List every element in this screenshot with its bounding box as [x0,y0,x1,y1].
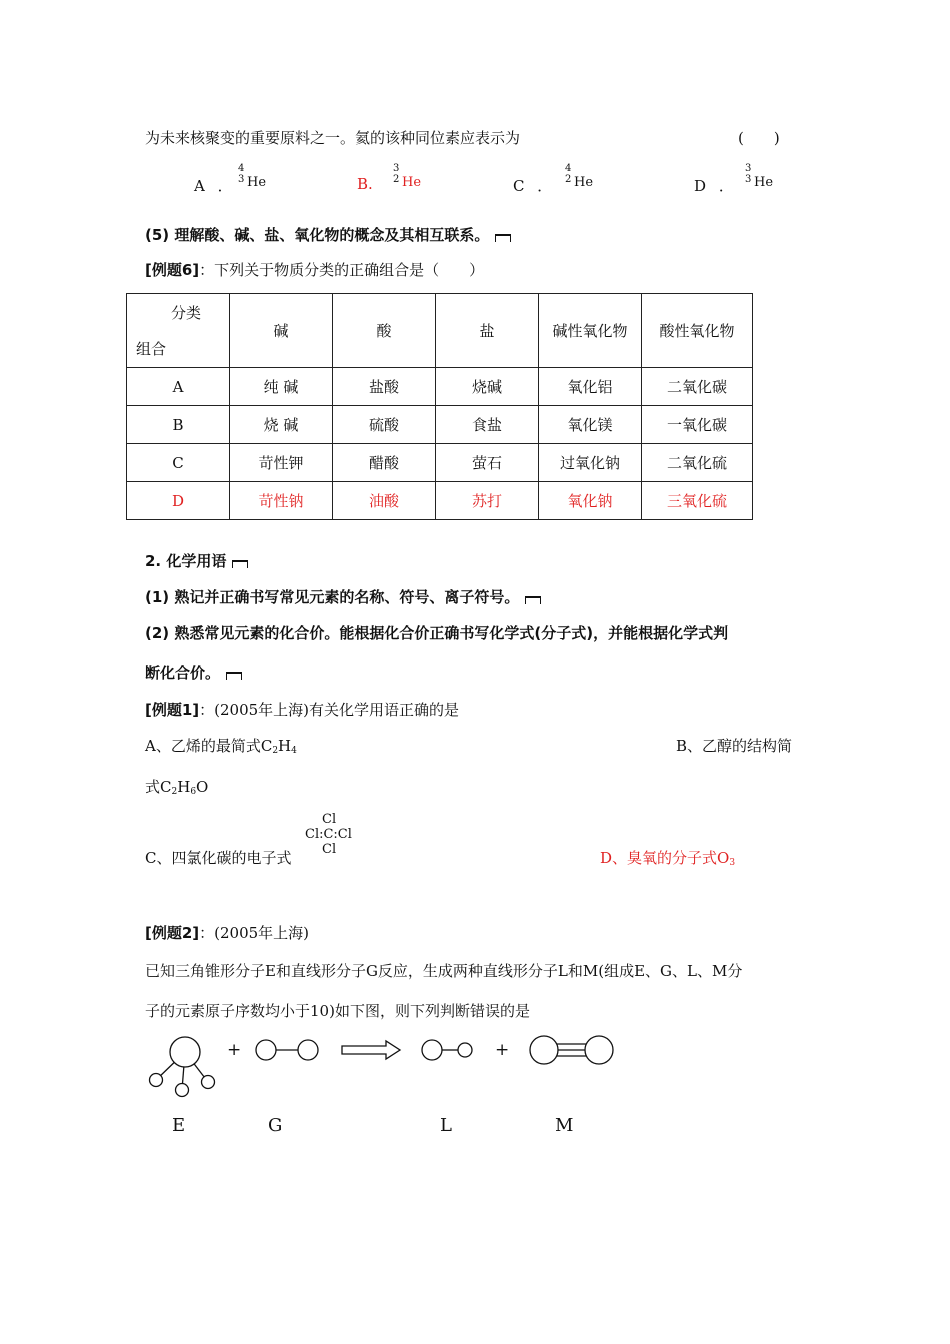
table-cell: 醋酸 [333,444,436,482]
atomic-number: 3 [238,174,245,185]
element-symbol: He [247,175,267,190]
mass-number: 3 [393,163,400,174]
option-sep: ． [718,177,734,195]
ccl4-electron-formula [305,812,352,857]
paragraph-mark-icon [495,234,511,242]
mass-number: 4 [238,163,245,174]
plus-sign: + [227,1040,242,1060]
corner-cell [127,294,230,368]
corner-top: 分类 [171,303,202,322]
table-header-row [127,294,753,368]
header-cell: 盐 [436,294,539,368]
reaction-arrow-icon [342,1041,400,1059]
option-text: 式C [145,778,172,796]
option-text: D、臭氧的分子式O [600,849,730,867]
table-row [127,368,753,406]
lewis-top: Cl [322,812,337,827]
q5-intro: 为未来核聚变的重要原料之一。氦的该种同位素应表示为 [145,129,521,147]
example-label: [例题6] [145,261,200,279]
sub-point-2-line2-text: 断化合价。 [145,664,221,682]
table-cell: 二氧化硫 [642,444,753,482]
table-cell: 苛性钾 [230,444,333,482]
table-cell: 三氧化硫 [642,482,753,520]
table-row [127,406,753,444]
table-cell: 烧碱 [436,368,539,406]
section2-title [145,550,248,571]
header-cell: 酸 [333,294,436,368]
atomic-number: 2 [565,174,572,185]
molecule-g [256,1040,318,1060]
answer-bracket: ( ) [738,129,780,147]
table-cell: 苏打 [436,482,539,520]
example2-line1: 已知三角锥形分子E和直线形分子G反应，生成两种直线形分子L和M(组成E、G、L、M分 [145,962,743,980]
table-cell: 苛性钠 [230,482,333,520]
example1-heading [145,699,459,720]
row-label: A [127,368,230,406]
example2-line2: 子的元素原子序数均小于10)如下图，则下列判断错误的是 [145,1002,530,1020]
lewis-middle: Cl:C:Cl [305,827,352,842]
option-text: H [177,778,191,796]
table-cell: 过氧化钠 [539,444,642,482]
example2-heading [145,922,309,943]
row-label: B [127,406,230,444]
sub-point-1-text: (1) 熟记并正确书写常见元素的名称、符号、离子符号。 [145,588,520,606]
table-row [127,444,753,482]
element-symbol: He [402,175,422,190]
subscript: 3 [729,858,736,868]
molecule-e [150,1037,215,1097]
option-text: H [278,737,292,755]
table-row-correct [127,482,753,520]
label-g: G [268,1115,283,1136]
classification-table [126,293,753,520]
example1-option-c: C、四氯化碳的电子式 [145,849,292,867]
example-text: ：(2005年上海)有关化学用语正确的是 [199,701,460,719]
example-text: ：下列关于物质分类的正确组合是（ ） [199,261,485,279]
paragraph-mark-icon [525,596,541,604]
mass-number: 4 [565,163,572,174]
section5-title-text: (5) 理解酸、碱、盐、氧化物的概念及其相互联系。 [145,226,490,244]
table-cell: 纯 碱 [230,368,333,406]
subscript: 6 [190,787,197,797]
subscript: 4 [291,746,297,756]
sub-point-2-line1: (2) 熟悉常见元素的化合价。能根据化合价正确书写化学式(分子式)，并能根据化学式判 [145,624,729,642]
lewis-bottom: Cl [322,842,337,857]
row-label: D [127,482,230,520]
table-cell: 氧化钠 [539,482,642,520]
atomic-number: 2 [393,174,400,185]
option-c [513,175,552,196]
row-label: C [127,444,230,482]
subscript: 2 [171,787,178,797]
table-cell: 油酸 [333,482,436,520]
paragraph-mark-icon [232,560,248,568]
example-label: [例题2] [145,924,200,942]
mass-number: 3 [745,163,752,174]
example1-option-d [600,847,735,868]
table-cell: 一氧化碳 [642,406,753,444]
option-letter: D [694,177,707,195]
option-d [694,175,734,196]
table-cell: 氧化铝 [539,368,642,406]
example6-heading [145,259,484,280]
atomic-number: 3 [745,174,752,185]
header-cell: 碱 [230,294,333,368]
table-cell: 食盐 [436,406,539,444]
molecule-l [422,1040,472,1060]
section2-title-text: 2. 化学用语 [145,552,227,570]
element-symbol: He [574,175,594,190]
table-cell: 烧 碱 [230,406,333,444]
option-a [194,175,233,196]
example-label: [例题1] [145,701,200,719]
corner-bottom: 组合 [136,339,167,358]
table-cell: 萤石 [436,444,539,482]
table-cell: 氧化镁 [539,406,642,444]
reaction-diagram [140,1030,630,1110]
header-cell: 酸性氧化物 [642,294,753,368]
option-sep: ． [537,177,553,195]
sub-point-1 [145,586,541,607]
label-l: L [440,1115,452,1136]
molecule-m [530,1036,613,1064]
table-cell: 硫酸 [333,406,436,444]
option-text: A、乙烯的最简式C [145,737,273,755]
element-symbol: He [754,175,774,190]
label-e: E [172,1115,186,1136]
header-cell: 碱性氧化物 [539,294,642,368]
option-text: O [196,778,209,796]
option-b [357,175,373,193]
paragraph-mark-icon [226,672,242,680]
plus-sign: + [495,1040,510,1060]
sub-point-2-line2 [145,662,242,683]
example1-option-a [145,735,297,756]
example1-option-b-cont [145,776,208,797]
subscript: 2 [272,746,279,756]
option-letter: A [194,177,205,195]
option-sep: ． [217,177,233,195]
table-cell: 盐酸 [333,368,436,406]
section5-title [145,224,511,245]
option-letter: B. [357,175,373,193]
table-cell: 二氧化碳 [642,368,753,406]
example-text: ：(2005年上海) [199,924,310,942]
option-letter: C [513,177,525,195]
example1-option-b: B、乙醇的结构简 [676,737,793,755]
label-m: M [555,1115,574,1136]
